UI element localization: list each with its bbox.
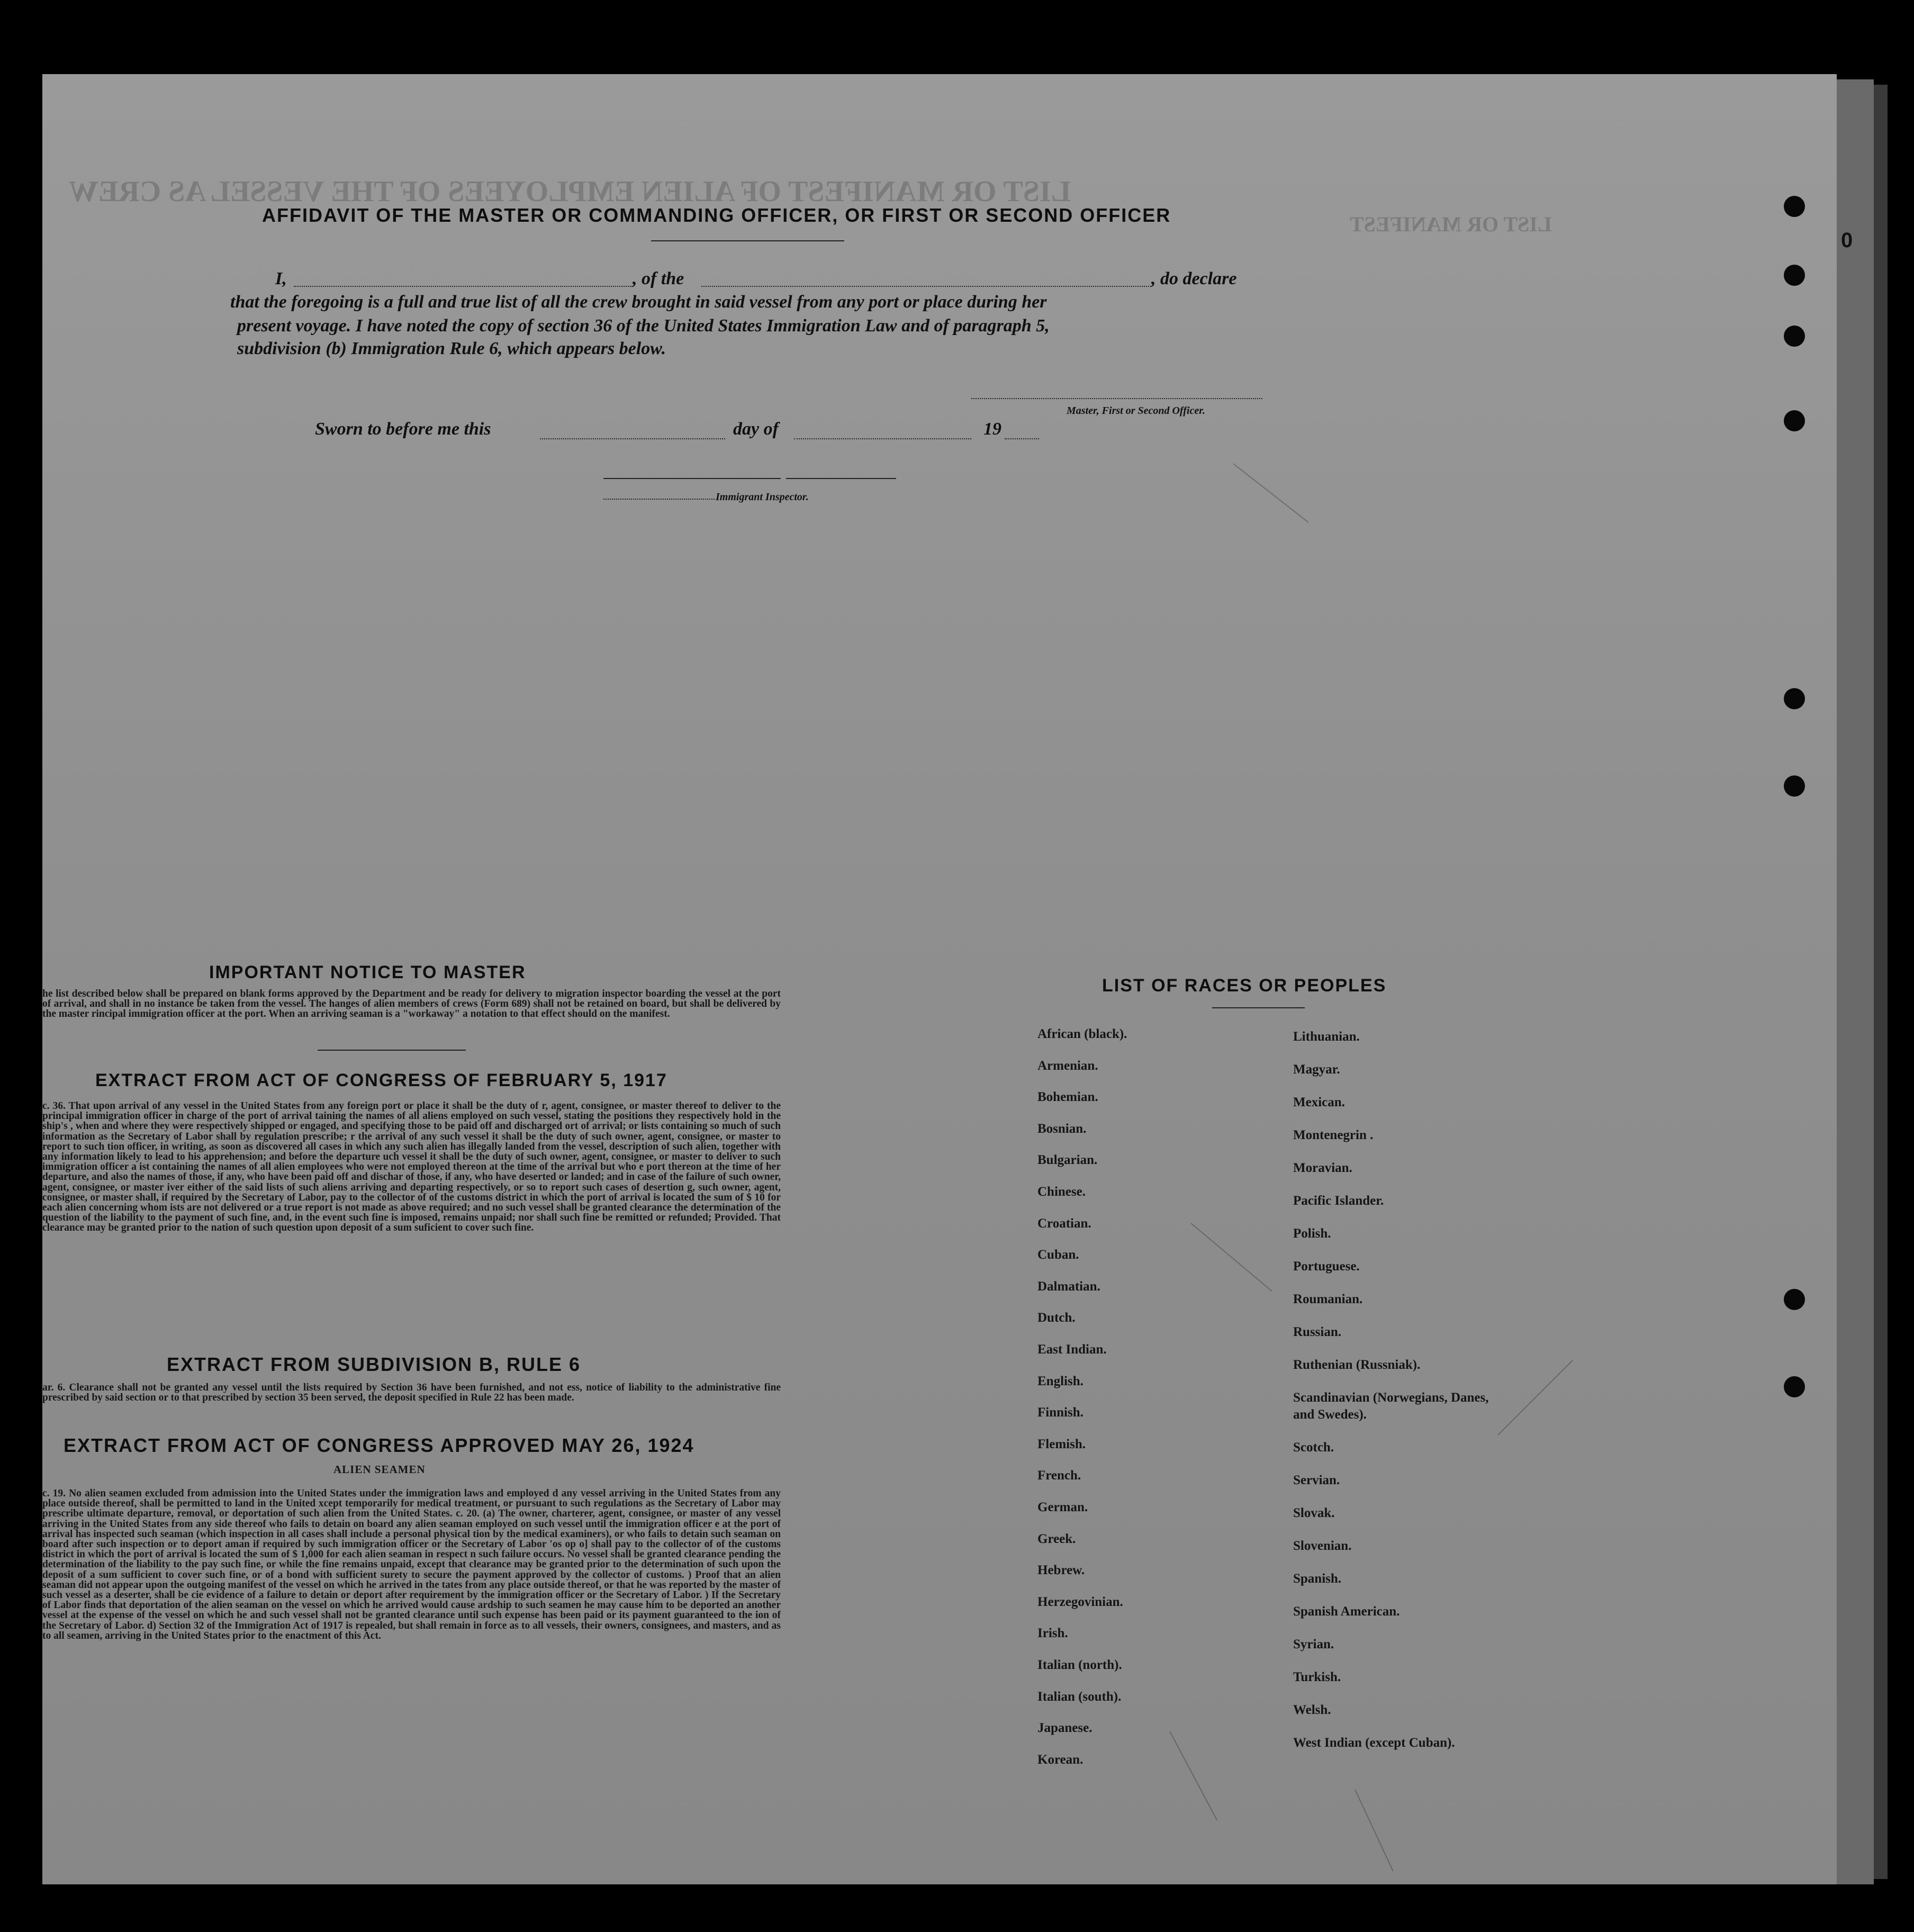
race-item: Croatian. — [1037, 1216, 1091, 1231]
page-edge — [1837, 79, 1874, 1884]
affidavit-i: I, — [275, 269, 287, 288]
race-item: Slovenian. — [1293, 1539, 1352, 1553]
affidavit-title: AFFIDAVIT OF THE MASTER OR COMMANDING OFFICER, OR FIRST OR SECOND OFFICER — [262, 204, 1171, 226]
race-item: Italian (south). — [1037, 1689, 1122, 1704]
race-item: Polish. — [1293, 1226, 1331, 1241]
race-item: Russian. — [1293, 1325, 1342, 1339]
race-item: German. — [1037, 1500, 1088, 1514]
race-item: Ruthenian (Russniak). — [1293, 1358, 1421, 1372]
race-item: Bohemian. — [1037, 1090, 1098, 1105]
races-rule — [1212, 1007, 1305, 1008]
rule-6-title: EXTRACT FROM SUBDIVISION B, RULE 6 — [167, 1353, 581, 1375]
race-item: Portuguese. — [1293, 1259, 1360, 1274]
notice-text: he list described below shall be prepared on blank forms approved by the Department and be ready for delivery to migration inspector boarding the vessel at the port of arrival, and shall in no instance be taken from the vessel. The hanges of alien members of crews (Form 689) shall not be retained on board, but shall be delivered by the master rincipal immigration officer at the port. When an arriving seaman is a "workaway" a notation to that effect should on the manifest. — [42, 988, 781, 1020]
race-item: Hebrew. — [1037, 1563, 1085, 1578]
sworn-day-of: day of — [733, 419, 779, 439]
race-item: Bulgarian. — [1037, 1153, 1098, 1168]
race-item: East Indian. — [1037, 1342, 1107, 1357]
edge-mark: 0 — [1841, 229, 1853, 252]
inspector-line-3 — [603, 499, 715, 500]
month-blank — [794, 438, 971, 439]
race-item: Pacific Islander. — [1293, 1194, 1384, 1208]
race-item: West Indian (except Cuban). — [1293, 1736, 1455, 1750]
name-blank — [294, 286, 633, 287]
vessel-blank — [701, 286, 1151, 287]
race-item: Dutch. — [1037, 1311, 1076, 1325]
race-item: Roumanian. — [1293, 1292, 1363, 1306]
race-item: French. — [1037, 1468, 1081, 1483]
extract-1917-text: c. 36. That upon arrival of any vessel in the United States from any foreign port or place it shall be the duty of r, agent, consignee, or master thereof to deliver to the principal immigration officer in charge of the port of arrival taining the names of all aliens employed on such vessel, stating the positions they respectively hold in the ship's , when and where they were respectively shipped or engaged, and specifying those to be paid off and discharged ort of arrival; or lists containing so much of such information as the Secretary of Labor shall by regulation prescribe; r the arrival of any such vessel it shall be the duty of such owner, agent, consignee, or master to report to such tion officer, in writing, as soon as discovered all cases in which any such alien has illegally landed from the vessel, description of such alien, together with any information likely to lead to his apprehension; and before the departure uch vessel it shall be the duty of such owner, agent, consignee, or master to deliver to such immigration officer a ist containing the names of all alien employees who were not employed thereon at the time of the arrival but who e port thereon at the time of her departure, and also the names of those, if any, who have been paid off and dischar of those, if any, who have deserted or landed; and in case of the failure of such owner, agent, consignee, or master iver either of the said lists of such aliens arriving and departing respectively, or so to report such cases of desertion g, such owner, agent, consignee, or master shall, if required by the Secretary of Labor, pay to the collector of of the customs district in which the port of arrival is located the sum of $ 10 for each alien concerning whom ists are not delivered or a true report is not made as above required; and no such vessel shall be granted clearance the determination of the question of the liability to the payment of such fine, and, in the event such fine is imposed, remains unpaid; nor shall such fine be remitted or refunded; Provided. That clearance may be granted prior to the nation of such question upon deposit of a sum suficient to cover such fine. — [42, 1100, 781, 1234]
race-item: Cuban. — [1037, 1248, 1079, 1262]
race-item: Spanish. — [1293, 1572, 1342, 1586]
extract-1917-title: EXTRACT FROM ACT OF CONGRESS OF FEBRUARY 5, 1917 — [95, 1070, 667, 1090]
race-item: Servian. — [1293, 1473, 1340, 1487]
race-item: Moravian. — [1293, 1161, 1352, 1175]
race-item: Montenegrin . — [1293, 1128, 1374, 1142]
race-item: Herzegovinian. — [1037, 1594, 1123, 1609]
binder-hole — [1784, 688, 1805, 709]
binder-hole — [1784, 265, 1805, 286]
race-item: Flemish. — [1037, 1437, 1086, 1451]
signature-caption: Master, First or Second Officer. — [1067, 405, 1205, 417]
affidavit-line2: that the foregoing is a full and true list of all the crew brought in said vessel from any port or place during her — [230, 292, 1047, 312]
affidavit-of-the: , of the — [633, 269, 684, 288]
race-item: English. — [1037, 1374, 1084, 1388]
race-item: Korean. — [1037, 1752, 1084, 1767]
race-item: Dalmatian. — [1037, 1279, 1100, 1294]
race-item: Irish. — [1037, 1626, 1068, 1641]
notice-title: IMPORTANT NOTICE TO MASTER — [209, 962, 526, 982]
affidavit-line3: present voyage. I have noted the copy of section 36 of the United States Immigration Law and of paragraph 5, — [237, 316, 1050, 336]
race-item: Spanish American. — [1293, 1604, 1400, 1619]
race-item: Chinese. — [1037, 1185, 1086, 1199]
title-rule — [651, 240, 844, 241]
inspector-line — [603, 478, 781, 479]
extract-1924-title: EXTRACT FROM ACT OF CONGRESS APPROVED MAY 26, 1924 — [64, 1434, 694, 1456]
race-item: Greek. — [1037, 1531, 1076, 1546]
binder-hole — [1784, 410, 1805, 431]
race-item: Welsh. — [1293, 1703, 1331, 1717]
year-blank — [1005, 438, 1039, 439]
binder-hole — [1784, 326, 1805, 347]
sworn-year: 19 — [983, 419, 1001, 439]
extract-1924-text: c. 19. No alien seamen excluded from admission into the United States under the immigration laws and employed d any vessel arriving in the United States from any place outside thereof, shall be permitted to land in the United xcept temporarily for medical treatment, or pursuant to such regulations as the Secretary of Labor may prescribe ultimate departure, removal, or deportation of such alien from the United States. c. 20. (a) The owner, charterer, agent, consignee, or master of any vessel arriving in the United States from any side thereof who fails to detain on board any alien seaman employed on such vessel until the immigration officer e at the port of arrival has inspected such seaman (which inspection in all cases shall include a personal physical tion by the medical examiners), or who fails to detain such seaman on board after such inspection or to deport aman if required by such immigration officer or the Secretary of Labor 'os op o] shall pay to the collector of of the customs district in which the port of arrival is located the sum of $ 1,000 for each alien seaman in respect n such failure occurs. No vessel shall be granted clearance pending the determination of the liability to the pay such fine, or while the fine remains unpaid, except that clearance may be granted prior to the determination of such upon the deposit of a sum sufficient to cover such fine, or of a bond with sufficient surety to secure the payment approved by the collector of customs. ) Proof that an alien seaman did not appear upon the outgoing manifest of the vessel on which he arrived in the tates from any place outside thereof, or that he was reported by the master of such vessel as a deserter, shall be cie evidence of a failure to detain or deport after requirement by the immigration officer or the Secretary of Labor. ) If the Secretary of Labor finds that deportation of the alien seaman on the vessel on which he arrived would cause ardship to such seamen he may cause him to be deported an another vessel at the expense of the vessel on which he and such vessel shall not be granted clearance until such expense has been paid or its payment guaranteed to the ion of the Secretary of Labor. d) Section 32 of the Immigration Act of 1917 is repealed, but shall remain in force as to all vessels, their owners, consignees, and masters, and as to all seamen, arriving in the United States prior to the enactment of this Act. — [42, 1488, 781, 1641]
race-item: Mexican. — [1293, 1095, 1345, 1109]
race-item: Italian (north). — [1037, 1658, 1122, 1672]
day-blank — [540, 438, 725, 439]
race-item: Turkish. — [1293, 1670, 1341, 1684]
binder-hole — [1784, 775, 1805, 797]
bleed-through: LIST OR MANIFEST OF ALIEN EMPLOYEES OF THE VESSEL AS CREW — [69, 175, 1071, 208]
race-item: Lithuanian. — [1293, 1030, 1360, 1044]
race-item: Japanese. — [1037, 1721, 1093, 1736]
race-item: Armenian. — [1037, 1058, 1098, 1073]
page-edge-shadow — [1874, 85, 1888, 1879]
race-item: Scandinavian (Norwegians, Danes, and Swedes). — [1293, 1391, 1489, 1422]
inspector-line-2 — [786, 478, 896, 479]
race-item: Scotch. — [1293, 1440, 1334, 1455]
race-item: Finnish. — [1037, 1405, 1084, 1420]
race-item: African (black). — [1037, 1027, 1127, 1041]
binder-hole — [1784, 196, 1805, 217]
bleed-through: LIST OR MANIFEST — [1350, 212, 1552, 236]
binder-hole — [1784, 1376, 1805, 1397]
race-item: Magyar. — [1293, 1062, 1340, 1077]
affidavit-line4: subdivision (b) Immigration Rule 6, which appears below. — [237, 339, 666, 358]
race-item: Slovak. — [1293, 1506, 1335, 1520]
rule-6-text: ar. 6. Clearance shall not be granted any vessel until the lists required by Section 36 have been furnished, and not ess, notice of liability to the administrative fine prescribed by said section or to that prescribed by section 35 been served, the deposit specified in Rule 22 has been made. — [42, 1382, 781, 1404]
notice-rule — [318, 1050, 466, 1051]
sworn-text: Sworn to before me this — [315, 419, 491, 439]
race-item: Syrian. — [1293, 1637, 1334, 1651]
race-item: Bosnian. — [1037, 1121, 1087, 1136]
affidavit-declare: , do declare — [1151, 269, 1237, 288]
races-title: LIST OF RACES OR PEOPLES — [1102, 976, 1387, 996]
signature-line — [971, 398, 1262, 399]
inspector-caption: Immigrant Inspector. — [716, 491, 809, 503]
binder-hole — [1784, 1289, 1805, 1310]
alien-seamen-subtitle: ALIEN SEAMEN — [333, 1463, 426, 1476]
